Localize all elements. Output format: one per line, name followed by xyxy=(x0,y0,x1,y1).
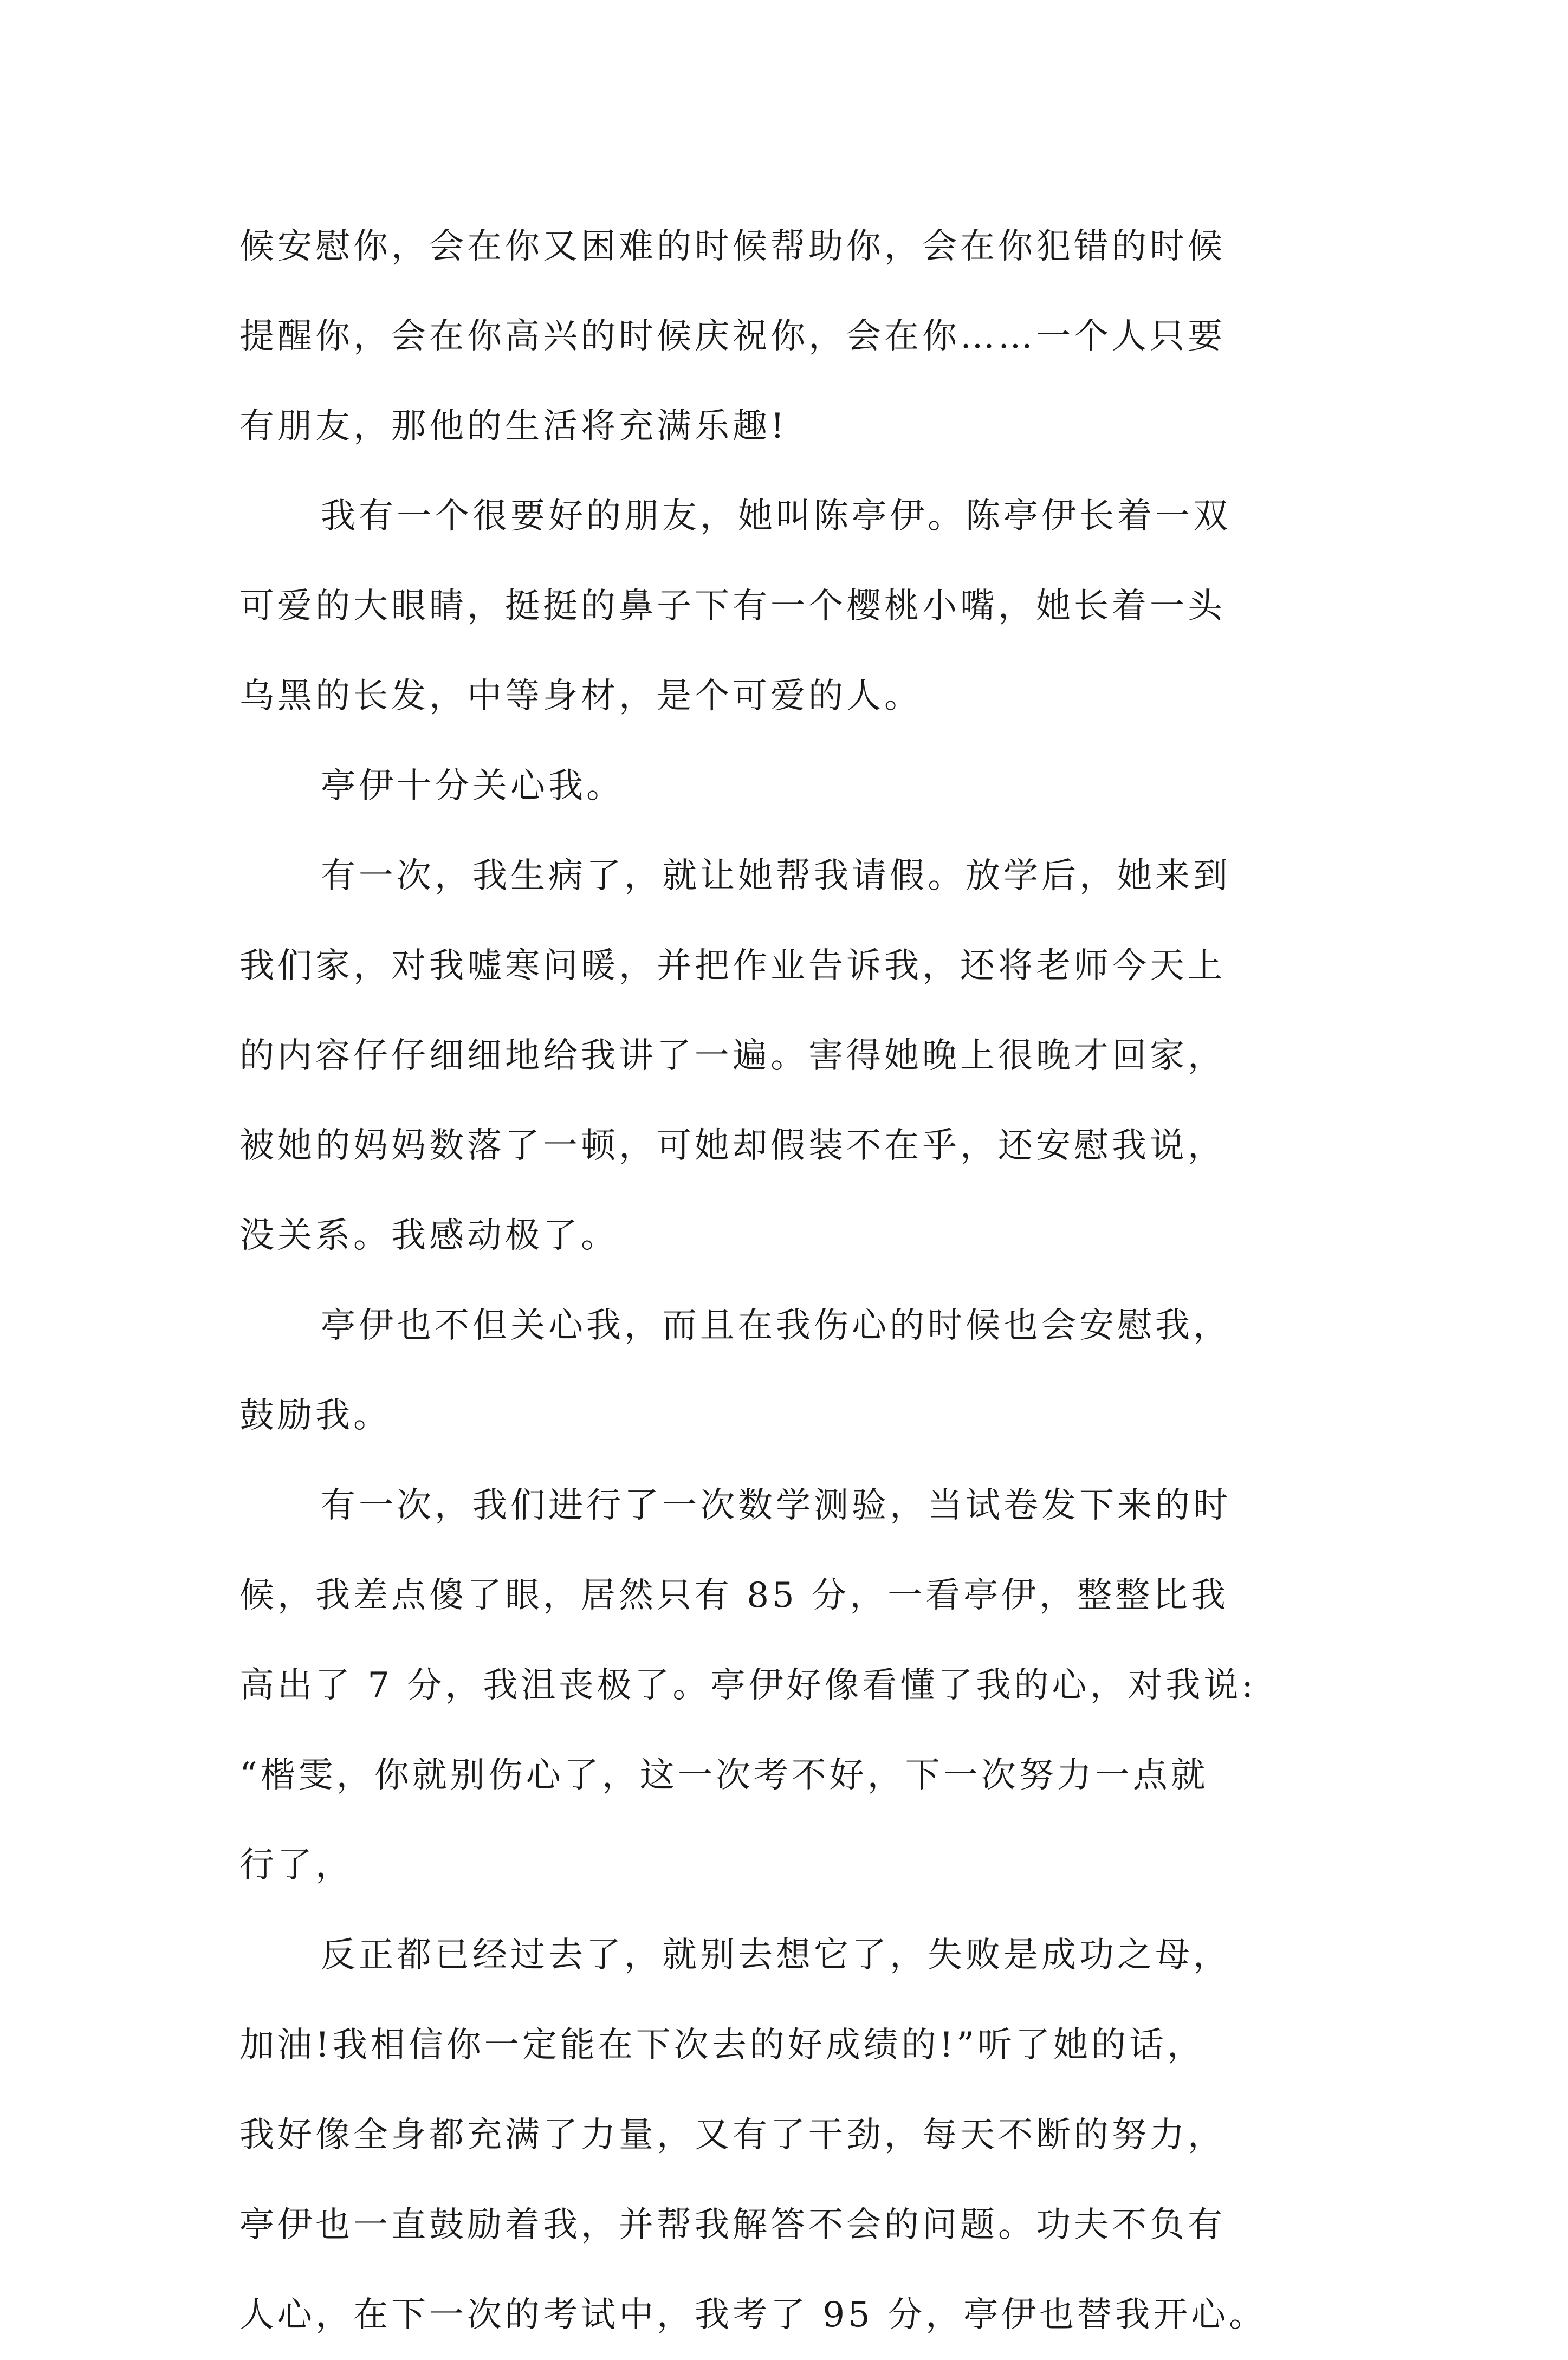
text-line: 我好像全身都充满了力量，又有了干劲，每天不断的努力， xyxy=(239,2115,1226,2155)
paragraph xyxy=(239,1461,1329,1910)
text-line: 亭伊十分关心我。 xyxy=(321,766,624,806)
paragraph xyxy=(239,471,1329,741)
text-line: 有一次，我生病了，就让她帮我请假。放学后，她来到 xyxy=(321,856,1231,896)
text-line: 我们家，对我嘘寒问暖，并把作业告诉我，还将老师今天上 xyxy=(239,946,1226,986)
text-line: “楷雯，你就别伤心了，这一次考不好，下一次努力一点就 xyxy=(239,1755,1209,1795)
text-line: 候安慰你，会在你又困难的时候帮助你，会在你犯错的时候 xyxy=(239,226,1226,267)
text-line: 的内容仔仔细细地给我讲了一遍。害得她晚上很晚才回家， xyxy=(239,1036,1226,1076)
text-line: 没关系。我感动极了。 xyxy=(239,1216,619,1256)
document-body xyxy=(239,202,1329,2360)
paragraph xyxy=(239,741,1329,831)
text-line: 反正都已经过去了，就别去想它了，失败是成功之母， xyxy=(321,1935,1231,1975)
text-line: 加油!我相信你一定能在下次去的好成绩的!”听了她的话， xyxy=(239,2025,1206,2065)
text-line: 高出了 7 分，我沮丧极了。亭伊好像看懂了我的心，对我说: xyxy=(239,1665,1256,1706)
paragraph xyxy=(239,831,1329,1281)
text-line: 有朋友，那他的生活将充满乐趣! xyxy=(239,406,788,446)
text-line: 乌黑的长发，中等身材，是个可爱的人。 xyxy=(239,676,922,716)
text-line: 鼓励我。 xyxy=(239,1396,391,1436)
paragraph xyxy=(239,202,1329,471)
paragraph xyxy=(239,1281,1329,1461)
text-line: 有一次，我们进行了一次数学测验，当试卷发下来的时 xyxy=(321,1486,1231,1526)
paragraph xyxy=(239,1910,1329,2360)
text-line: 人心，在下一次的考试中，我考了 95 分，亭伊也替我开心。 xyxy=(239,2295,1267,2335)
text-line: 行了， xyxy=(239,1845,353,1885)
text-line: 我有一个很要好的朋友，她叫陈亭伊。陈亭伊长着一双 xyxy=(321,496,1231,536)
text-line: 可爱的大眼睛，挺挺的鼻子下有一个樱桃小嘴，她长着一头 xyxy=(239,586,1226,626)
text-line: 候，我差点傻了眼，居然只有 85 分，一看亭伊，整整比我 xyxy=(239,1576,1229,1616)
text-line: 提醒你，会在你高兴的时候庆祝你，会在你……一个人只要 xyxy=(239,316,1226,356)
text-line: 被她的妈妈数落了一顿，可她却假装不在乎，还安慰我说， xyxy=(239,1126,1226,1166)
text-line: 亭伊也一直鼓励着我，并帮我解答不会的问题。功夫不负有 xyxy=(239,2205,1226,2245)
text-line: 亭伊也不但关心我，而且在我伤心的时候也会安慰我， xyxy=(321,1306,1231,1346)
